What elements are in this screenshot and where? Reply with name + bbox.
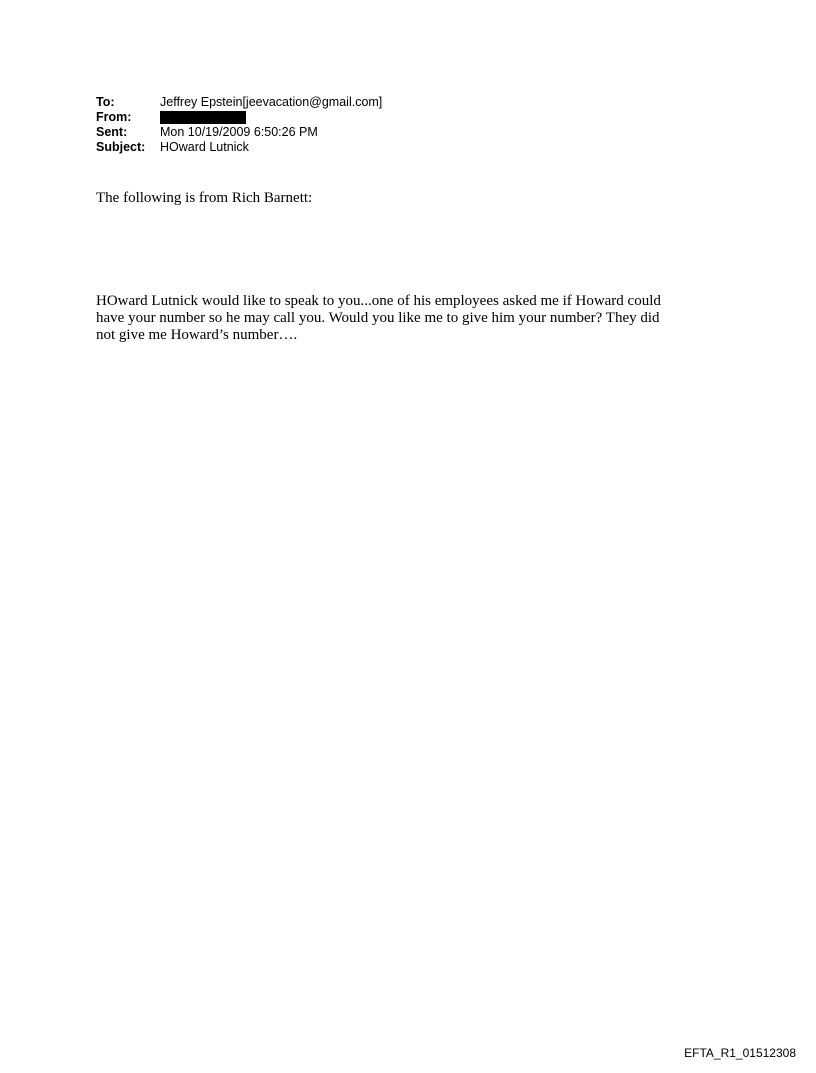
to-row <box>96 95 382 110</box>
body-line: HOward Lutnick would like to speak to you...one of his employees asked me if Howard could <box>96 293 661 309</box>
intro-line: The following is from Rich Barnett: <box>96 190 313 206</box>
document-id: EFTA_R1_01512308 <box>684 1046 796 1060</box>
redaction-box <box>160 111 246 124</box>
body-line: not give me Howard’s number…. <box>96 327 298 343</box>
email-header <box>96 95 382 155</box>
to-label: To: <box>96 95 115 109</box>
subject-label: Subject: <box>96 140 146 154</box>
sent-label: Sent: <box>96 125 128 139</box>
subject-row <box>96 140 382 155</box>
subject-value: HOward Lutnick <box>160 140 249 154</box>
sent-value: Mon 10/19/2009 6:50:26 PM <box>160 125 318 139</box>
message-body <box>96 293 726 344</box>
body-line: have your number so he may call you. Would you like me to give him your number? They did <box>96 310 660 326</box>
to-value: Jeffrey Epstein[jeevacation@gmail.com] <box>160 95 383 109</box>
from-label: From: <box>96 110 132 124</box>
from-row <box>96 110 382 125</box>
sent-row <box>96 125 382 140</box>
